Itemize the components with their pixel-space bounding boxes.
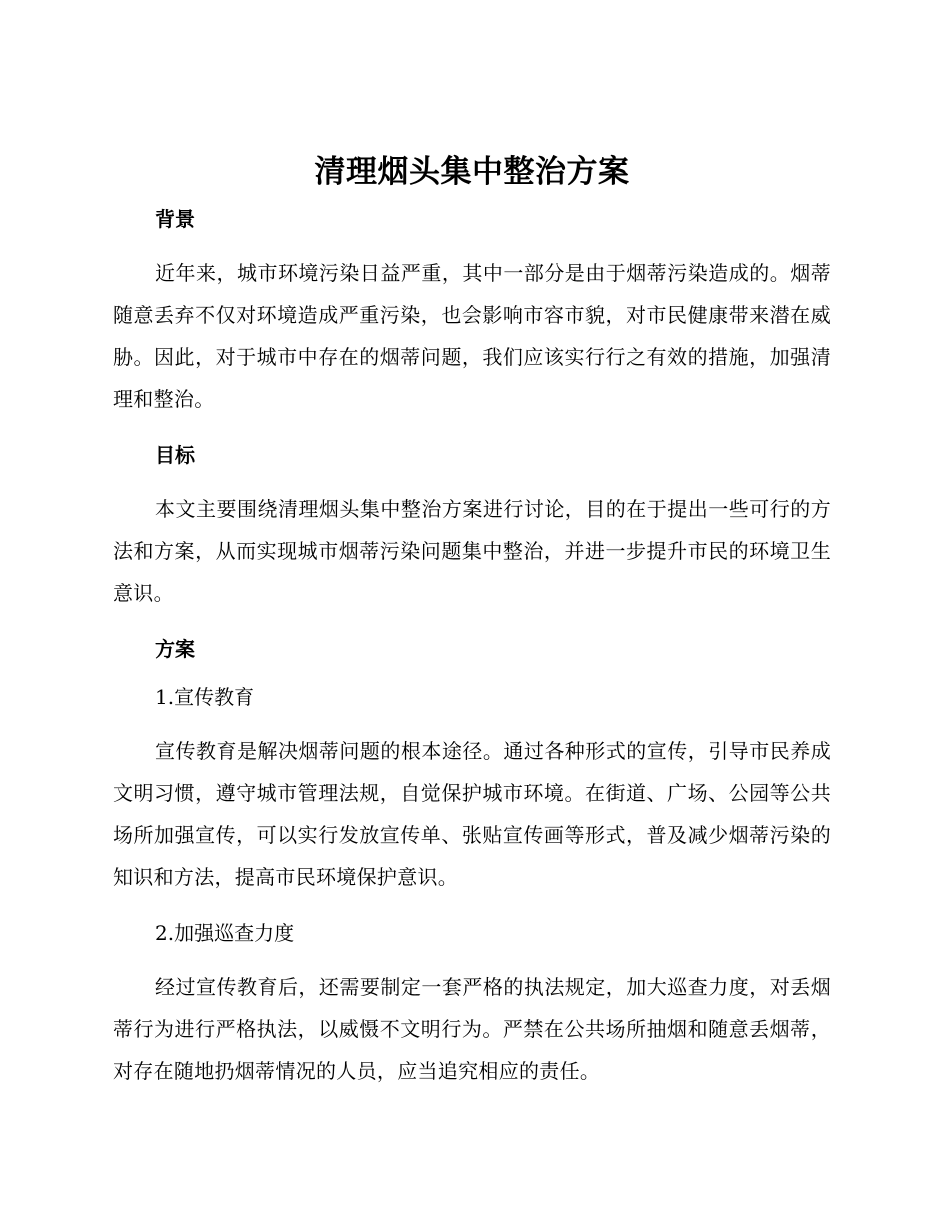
plan-item-paragraph: 经过宣传教育后，还需要制定一套严格的执法规定，加大巡查力度，对丢烟蒂行为进行严格执法，以威慑不文明行为。严禁在公共场所抽烟和随意丢烟蒂，对存在随地扔烟蒂情况的人员，应当追究相应的责任。: [113, 975, 831, 1083]
plan-item-paragraph: 宣传教育是解决烟蒂问题的根本途径。通过各种形式的宣传，引导市民养成文明习惯，遵守城市管理法规，自觉保护城市环境。在街道、广场、公园等公共场所加强宣传，可以实行发放宣传单、张贴宣传画等形式，普及减少烟蒂污染的知识和方法，提高市民环境保护意识。: [113, 739, 831, 889]
section-heading-plan: 方案: [155, 637, 195, 661]
plan-item-subheading: 2.加强巡查力度: [155, 921, 295, 945]
section-heading-goal: 目标: [155, 443, 195, 467]
document-title: 清理烟头集中整治方案: [314, 154, 630, 190]
paragraph-background: 近年来，城市环境污染日益严重，其中一部分是由于烟蒂污染造成的。烟蒂随意丢弃不仅对环境造成严重污染，也会影响市容市貌，对市民健康带来潜在威胁。因此，对于城市中存在的烟蒂问题，我们应该实行行之有效的措施，加强清理和整治。: [113, 261, 831, 411]
plan-item-subheading: 1.宣传教育: [155, 685, 255, 709]
document-page: [113, 150, 831, 1092]
section-heading-background: 背景: [155, 207, 195, 231]
paragraph-goal: 本文主要围绕清理烟头集中整治方案进行讨论，目的在于提出一些可行的方法和方案，从而实现城市烟蒂污染问题集中整治，并进一步提升市民的环境卫生意识。: [113, 497, 831, 605]
